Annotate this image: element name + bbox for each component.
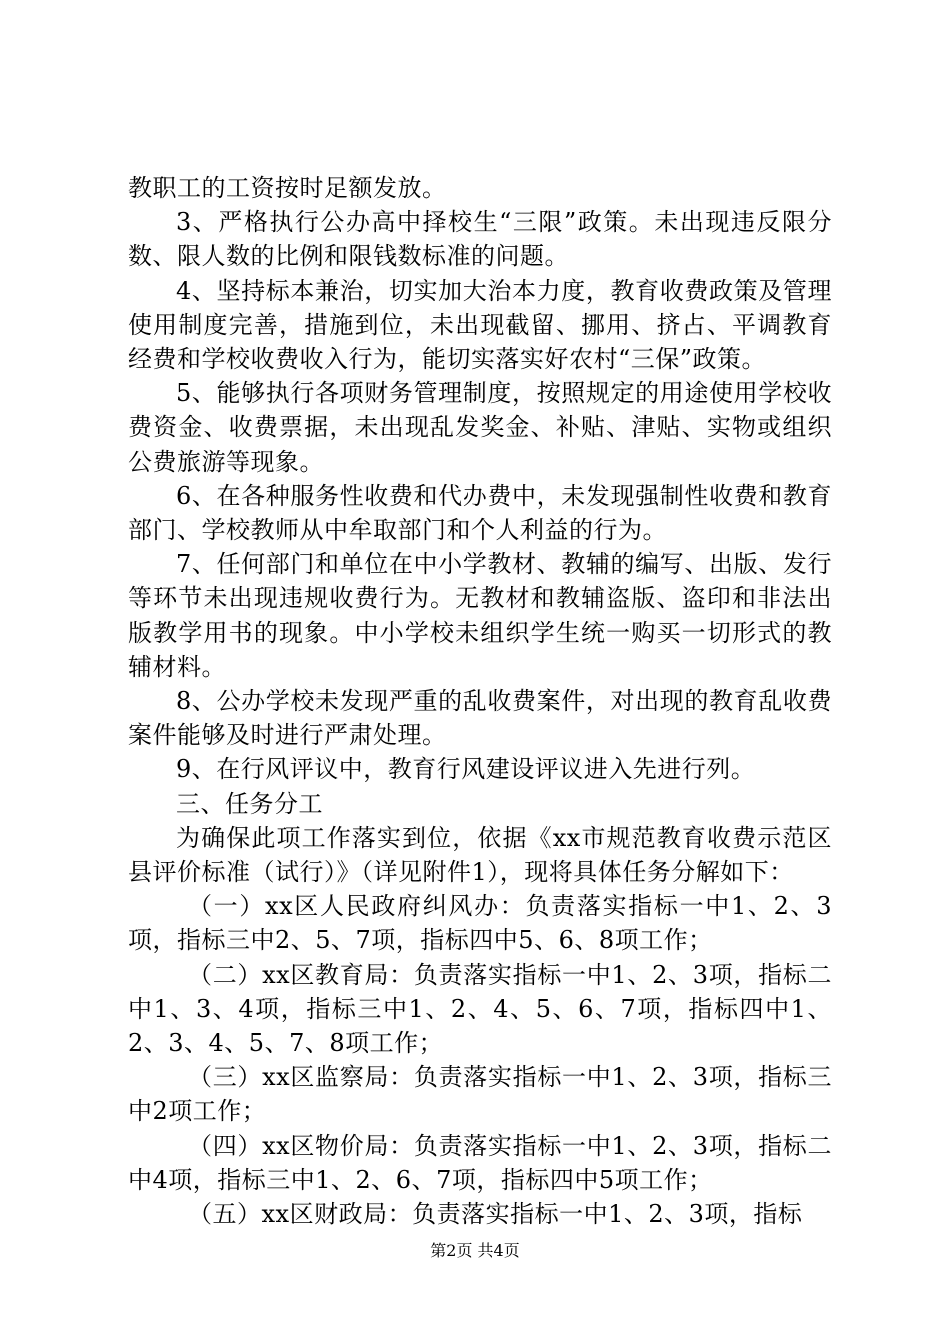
paragraph-task-3: （三）xx区监察局：负责落实指标一中1、2、3项，指标三中2项工作；: [128, 1063, 832, 1126]
paragraph-item-3: 3、严格执行公办高中择校生“三限”政策。未出现违反限分数、限人数的比例和限钱数标准的问题。: [128, 208, 832, 271]
paragraph-task-1: （一）xx区人民政府纠风办：负责落实指标一中1、2、3项，指标三中2、5、7项，指标四中5、6、8项工作；: [128, 892, 832, 955]
page-number: 第2页 共4页: [430, 1241, 520, 1260]
paragraph-item-4: 4、坚持标本兼治，切实加大治本力度，教育收费政策及管理使用制度完善，措施到位，未出现截留、挪用、挤占、平调教育经费和学校收费收入行为，能切实落实好农村“三保”政策。: [128, 276, 832, 374]
paragraph-item-7: 7、任何部门和单位在中小学教材、教辅的编写、出版、发行等环节未出现违规收费行为。无教材和教辅盗版、盗印和非法出版教学用书的现象。中小学校未组织学生统一购买一切形式的教辅材料。: [128, 550, 832, 681]
paragraph-continuation: 教职工的工资按时足额发放。: [128, 174, 447, 202]
paragraph-item-9: 9、在行风评议中，教育行风建设评议进入先进行列。: [176, 755, 756, 784]
paragraph-item-6: 6、在各种服务性收费和代办费中，未发现强制性收费和教育部门、学校教师从中牟取部门和个人利益的行为。: [128, 481, 832, 545]
paragraph-item-5: 5、能够执行各项财务管理制度，按照规定的用途使用学校收费资金、收费票据，未出现乱发奖金、补贴、津贴、实物或组织公费旅游等现象。: [128, 379, 832, 476]
paragraph-task-intro: 为确保此项工作落实到位，依据《xx市规范教育收费示范区县评价标准（试行）》（详见附件1），现将具体任务分解如下：: [128, 823, 832, 887]
page-footer: [0, 1239, 950, 1263]
paragraph-task-4: （四）xx区物价局：负责落实指标一中1、2、3项，指标二中4项，指标三中1、2、6、7项，指标四中5项工作；: [128, 1131, 832, 1194]
section-heading-task-division: 三、任务分工: [176, 789, 323, 818]
document-body: [128, 171, 832, 1231]
paragraph-item-8: 8、公办学校未发现严重的乱收费案件，对出现的教育乱收费案件能够及时进行严肃处理。: [128, 687, 832, 750]
paragraph-task-2: （二）xx区教育局：负责落实指标一中1、2、3项，指标二中1、3、4项，指标三中1、2、4、5、6、7项，指标四中1、2、3、4、5、7、8项工作；: [128, 960, 832, 1058]
paragraph-task-5: （五）xx区财政局：负责落实指标一中1、2、3项，指标: [188, 1200, 803, 1229]
